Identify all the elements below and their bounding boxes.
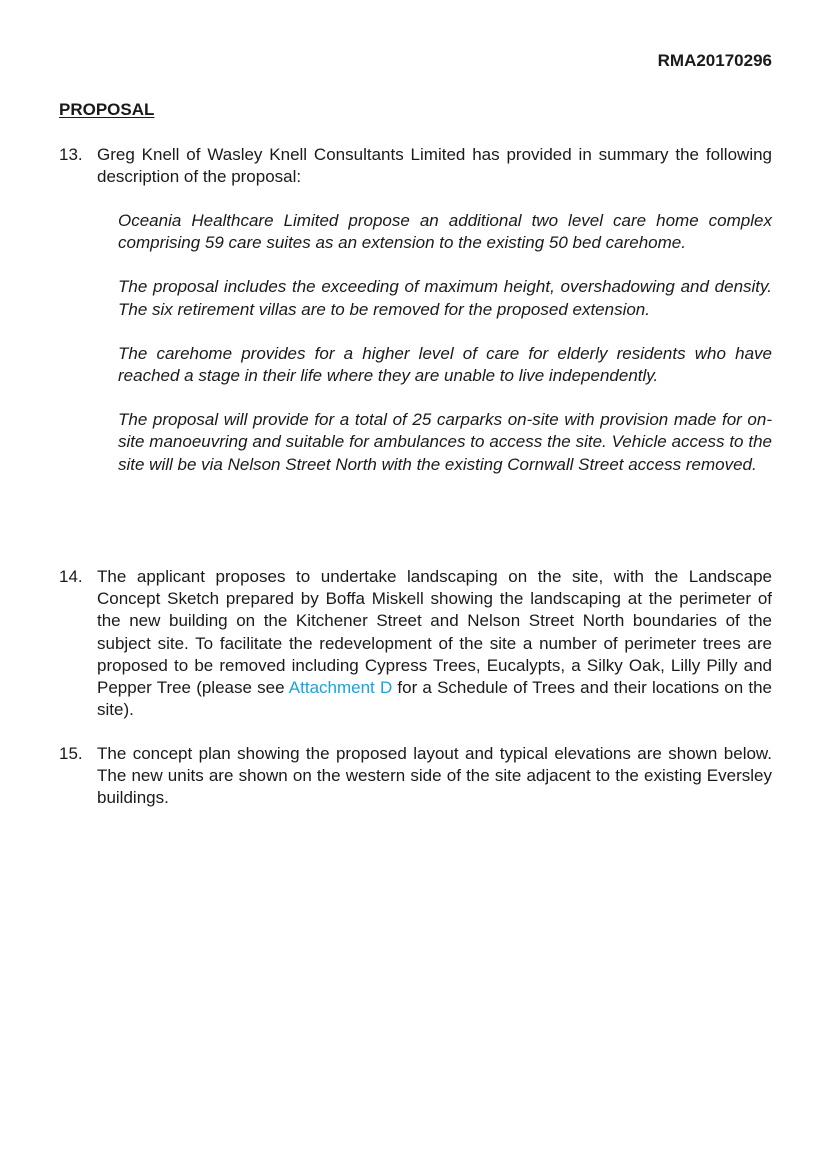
paragraph-text: The concept plan showing the proposed layout and typical elevations are shown below. The new units are shown on the western side of the site adjacent to the existing Eversley buildings. <box>97 744 772 808</box>
quote-paragraph: Oceania Healthcare Limited propose an additional two level care home complex comprising 59 care suites as an extension to the existing 50 bed carehome. <box>118 211 772 253</box>
paragraph-number: 13. <box>59 145 83 164</box>
paragraph-13 <box>59 144 772 188</box>
paragraph-14 <box>59 566 772 721</box>
quote-paragraph: The proposal includes the exceeding of maximum height, overshadowing and density. The six retirement villas are to be removed for the proposed extension. <box>118 277 772 319</box>
paragraph-text <box>97 566 772 721</box>
paragraph-text-part: for a Schedule of Trees and their locations on the site). <box>97 678 772 720</box>
section-heading: PROPOSAL <box>59 100 155 119</box>
paragraph-text: Greg Knell of Wasley Knell Consultants Limited has provided in summary the following description of the proposal: <box>97 145 772 187</box>
paragraph-number: 15. <box>59 744 83 763</box>
paragraph-text-part: The applicant proposes to undertake landscaping on the site, with the Landscape Concept Sketch prepared by Boffa Miskell showing the landscaping at the perimeter of the new building on the Kitchener Street and Nelson Street North boundaries of the subject site. To facilitate the redevelopment of the site a number of perimeter trees are proposed to be removed including Cypress Trees, Eucalypts, a Silky Oak, Lilly Pilly and Pepper Tree (please see <box>97 567 772 698</box>
attachment-d-link[interactable]: Attachment D <box>288 678 393 698</box>
quoted-description <box>59 210 772 476</box>
paragraph-15 <box>59 743 772 810</box>
document-reference: RMA20170296 <box>657 51 772 70</box>
quote-paragraph: The proposal will provide for a total of 25 carparks on-site with provision made for on-site manoeuvring and suitable for ambulances to access the site. Vehicle access to the site will be via Nelson Street North with the existing Cornwall Street access removed. <box>118 410 772 474</box>
quote-paragraph: The carehome provides for a higher level of care for elderly residents who have reached a stage in their life where they are unable to live independently. <box>118 343 772 386</box>
paragraph-number: 14. <box>59 567 83 586</box>
